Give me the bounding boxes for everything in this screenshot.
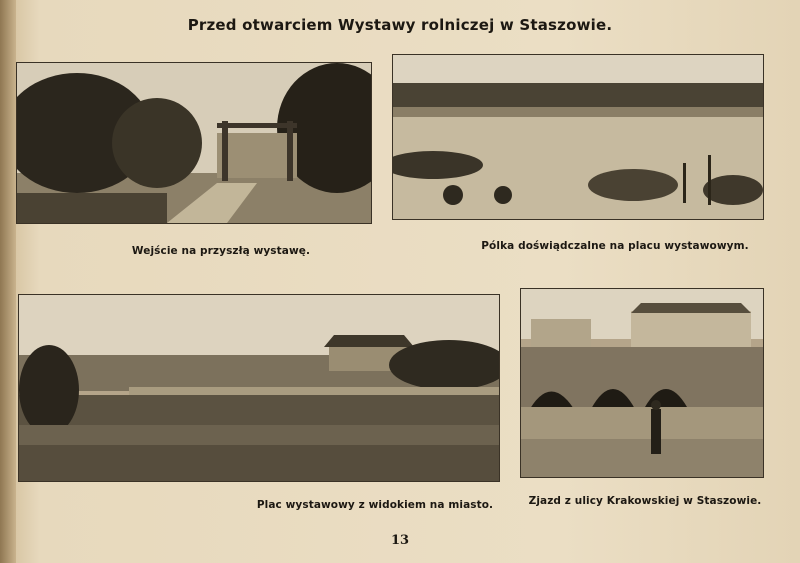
page-number: 13 — [390, 533, 410, 548]
caption-exhibition-square: Plac wystawowy z widokiem na miasto. — [256, 499, 494, 511]
photo-exhibition-square — [18, 294, 500, 482]
photo-krakowska-descent — [520, 288, 764, 478]
photo-experimental-plots — [392, 54, 764, 220]
caption-experimental-plots: Pólka doświądczalne na placu wystawowym. — [481, 240, 749, 252]
page-title: Przed otwarciem Wystawy rolniczej w Staszowie. — [187, 16, 613, 34]
page-gutter-shadow — [0, 0, 16, 563]
photo-exhibition-entrance — [16, 62, 372, 224]
caption-krakowska-descent: Zjazd z ulicy Krakowskiej w Staszowie. — [528, 495, 762, 507]
caption-exhibition-entrance: Wejście na przyszłą wystawę. — [131, 245, 311, 257]
